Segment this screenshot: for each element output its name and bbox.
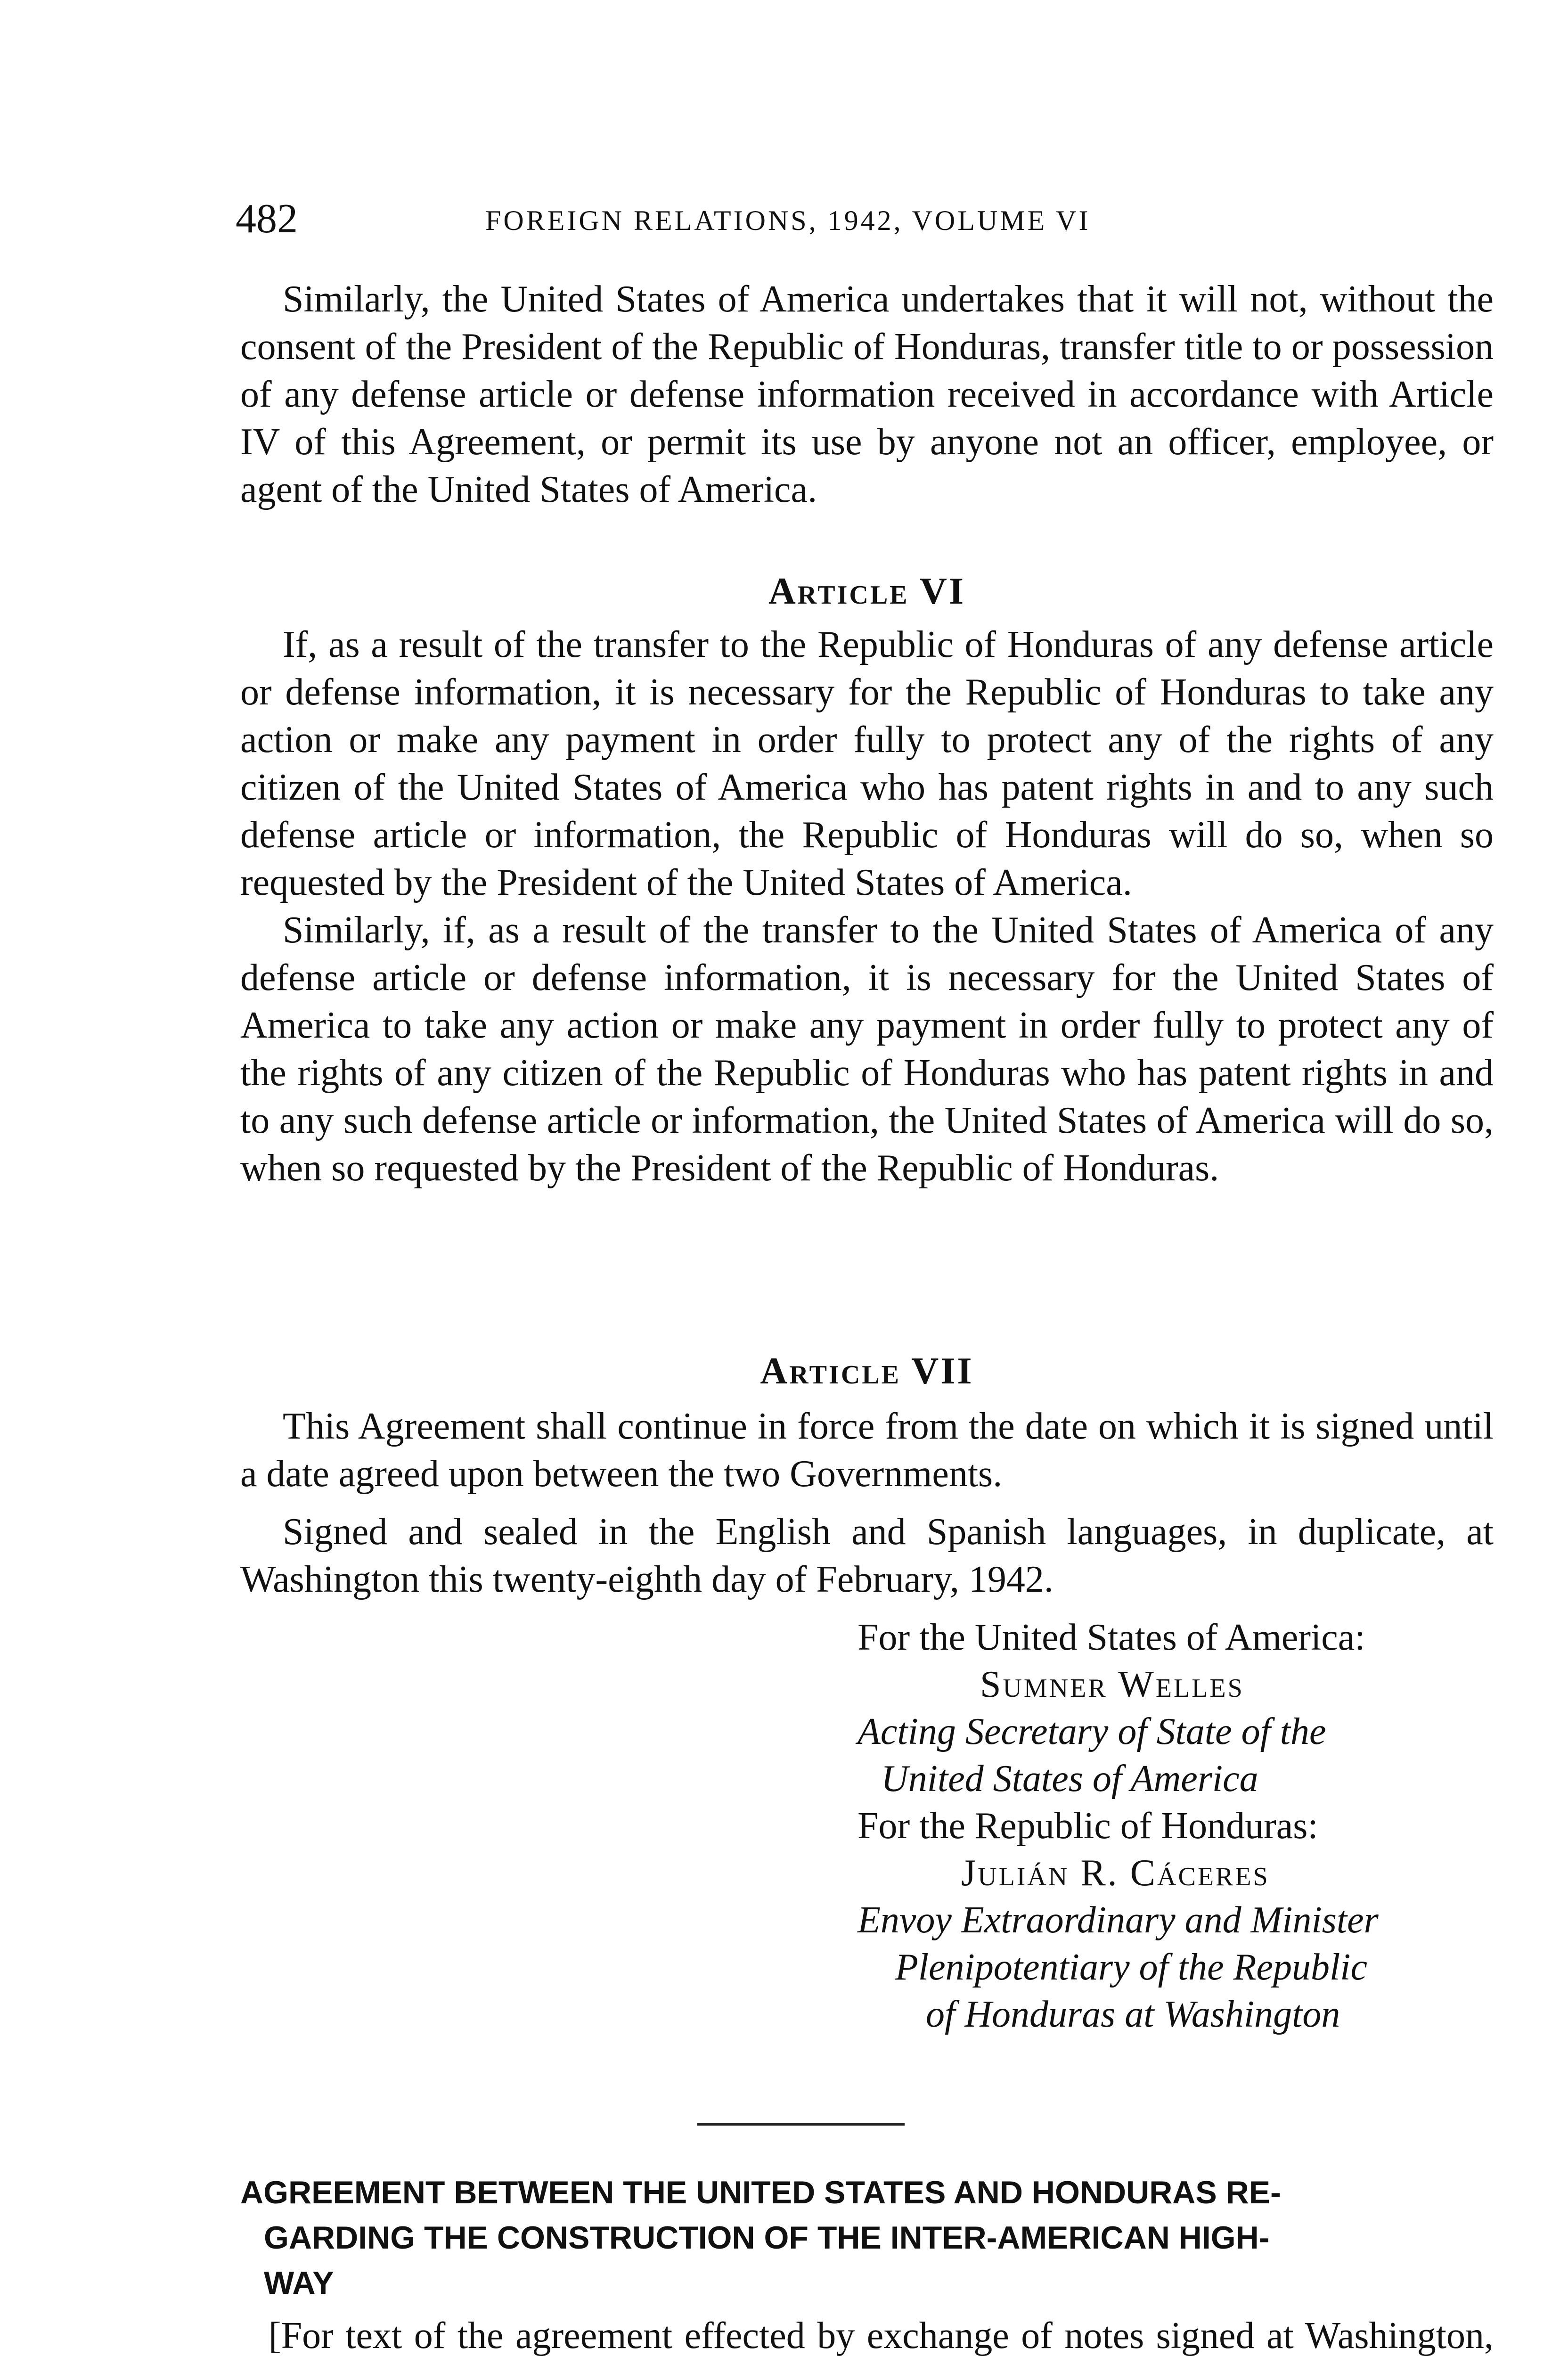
- next-heading-line-3: WAY: [264, 2265, 334, 2301]
- continuation-block: [240, 276, 1494, 514]
- article-vii-paragraph-2: Signed and sealed in the English and Spanish languages, in duplicate, at Washington this twenty-eighth day of February, 1942.: [240, 1511, 1494, 1600]
- page-header: [236, 196, 1494, 247]
- next-heading-line-2: GARDING THE CONSTRUCTION OF THE INTER-AMERICAN HIGH-: [264, 2220, 1270, 2256]
- us-signatory-title-1: Acting Secretary of State of the: [858, 1711, 1326, 1752]
- article-vii-section: [240, 1348, 1494, 1603]
- honduras-signatory-title-2: Plenipotentiary of the Republic: [895, 1947, 1367, 1988]
- us-signatory-title-2: United States of America: [881, 1758, 1258, 1800]
- article-vi-paragraph-1: If, as a result of the transfer to the Republic of Honduras of any defense article or defense information, it is necessary for the Republic of Honduras to take any action or make any payment in order fully to protect any of the rights of any citizen of the United States of America who has patent rights in and to any such defense article or information, the Republic of Honduras will do so, when so requested by the President of the United States of America.: [240, 624, 1494, 903]
- next-agreement-heading: [240, 2170, 1494, 2306]
- honduras-signatory-title-3: of Honduras at Washington: [926, 1994, 1340, 2035]
- page-number: 482: [236, 196, 298, 242]
- us-signatory-name: Sumner Welles: [980, 1664, 1244, 1705]
- article-vi-paragraph-2: Similarly, if, as a result of the transfer to the United States of America of any defense article or defense information, it is necessary for the United States of America to take any action or make any payment in order fully to protect any of the rights of any citizen of the Republic of Honduras who has patent rights in and to any such defense article or information, the United States of America will do so, when so requested by the President of the Republic of Honduras.: [240, 909, 1494, 1189]
- article-vii-heading: Article VII: [760, 1350, 974, 1392]
- honduras-signatory-name: Julián R. Cáceres: [961, 1852, 1270, 1894]
- article-vii-paragraph-1: This Agreement shall continue in force from the date on which it is signed until a date agreed upon between the two Governments.: [240, 1406, 1494, 1495]
- article-vi-section: [240, 568, 1494, 1192]
- editorial-note-text: [For text of the agreement effected by exchange of notes signed at Washington,: [269, 2315, 1494, 2356]
- editorial-note: [240, 2311, 1494, 2356]
- running-head: FOREIGN RELATIONS, 1942, VOLUME VI: [485, 205, 1091, 236]
- honduras-for-line: For the Republic of Honduras:: [858, 1805, 1318, 1847]
- section-divider: [697, 2123, 905, 2126]
- signature-block: [858, 1614, 1517, 2038]
- continuation-paragraph: Similarly, the United States of America undertakes that it will not, without the consent of the President of the Republic of Honduras, transfer title to or possession of any defense article or defense information received in accordance with Article IV of this Agreement, or permit its use by anyone not an officer, employee, or agent of the United States of America.: [240, 278, 1494, 510]
- next-heading-line-1: AGREEMENT BETWEEN THE UNITED STATES AND HONDURAS RE-: [240, 2175, 1281, 2210]
- article-vi-heading: Article VI: [768, 571, 965, 612]
- honduras-signatory-title-1: Envoy Extraordinary and Minister: [858, 1899, 1379, 1941]
- us-for-line: For the United States of America:: [858, 1617, 1365, 1658]
